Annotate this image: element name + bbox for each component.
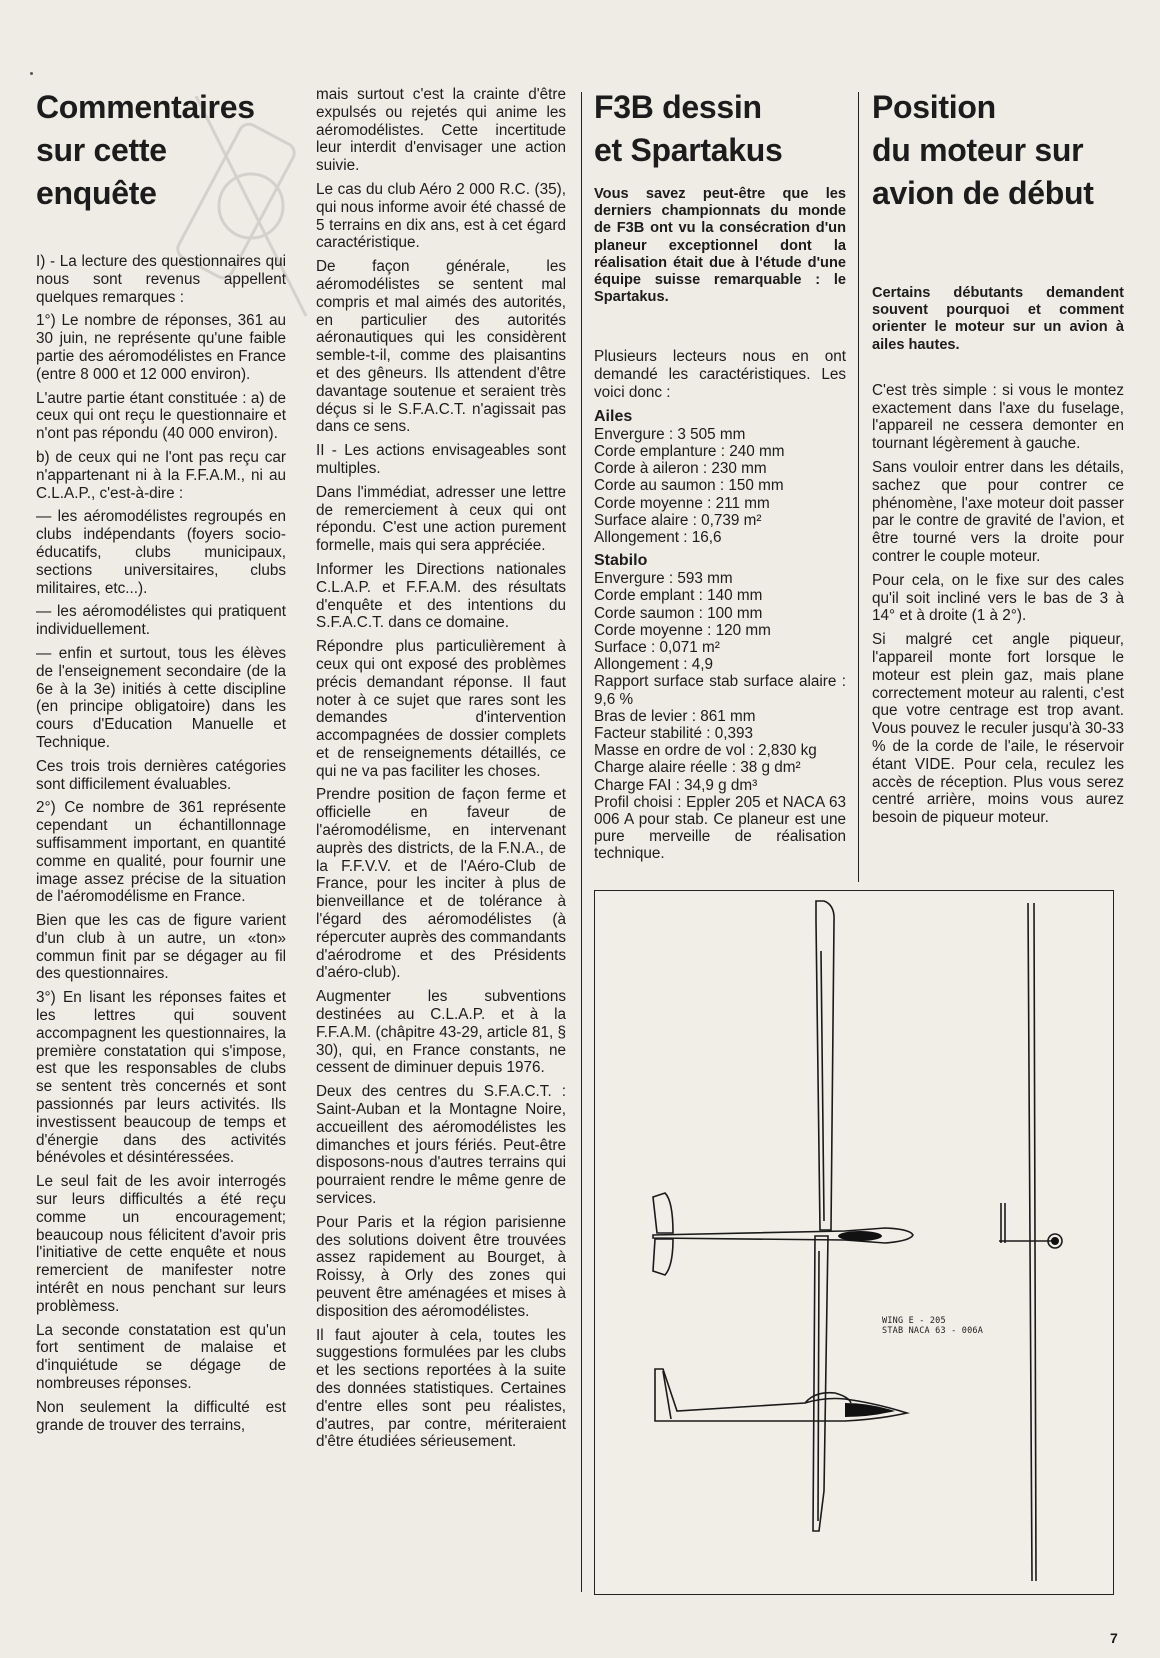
paragraph: Dans l'immédiat, adresser une lettre de remerciement à ceux qui ont répondu. C'est une action purement formelle, mais qui sera appréciée. [316,483,566,555]
wing-upper-outline [816,901,834,1230]
spec-line: Corde emplanture : 240 mm [594,443,785,461]
paragraph: — enfin et surtout, tous les élèves de l'enseignement secondaire (de la 6e à la 3e) initiés à cette discipline (en principe obligatoire) dans les cours d'Education Manuelle et Technique. [36,644,286,751]
title-line: du moteur sur [872,132,1084,168]
spec-line: Allongement : 4,9 [594,656,714,674]
title-line: sur cette [36,132,167,168]
paragraph: b) de ceux qui ne l'ont pas reçu car n'appartenant ni à la F.F.A.M., ni au C.L.A.P., c'est-à-dire : [36,448,286,502]
paragraph: Sans vouloir entrer dans les détails, sachez que pour contrer ce phénomène, l'axe moteur doit passer par le contre de gravité de l'avion, et être tourné vers la droite pour contrer le couple moteur. [872,459,1124,565]
spec-line: Allongement : 16,6 [594,529,722,547]
column-rule [858,92,859,882]
title-line: Commentaires [36,89,255,125]
paragraph: — les aéromodélistes regroupés en clubs indépendants (foyers socio-éducatifs, clubs municipaux, sections universitaires, clubs militaires, etc...). [36,508,286,597]
title-line: avion de début [872,175,1094,211]
spec-line: Corde moyenne : 120 mm [594,621,771,639]
paragraph: Le seul fait de les avoir interrogés sur leurs difficultés a été reçu comme un encouragement; beaucoup nous félicitent d'avoir pris l'initiative de cette enquête et nous remercient de manifester notre intérêt en nous penchant sur leurs problèmess. [36,1173,286,1315]
spec-line: Profil choisi : Eppler 205 et NACA 63 006 A pour stab. Ce planeur est une pure merveille de réalisation technique. [594,793,846,863]
f3b-intro: Vous savez peut-être que les derniers championnats du monde de F3B ont vu la consécration d'un planeur exceptionnel dont la réalisation était due à l'étude d'une équipe suisse remarquable : le Spartakus. [594,186,846,306]
paragraph: Informer les Directions nationales C.L.A.P. et F.F.A.M. des résultats d'enquête et des intentions du S.F.A.C.T. dans ce domaine. [316,560,566,632]
spec-line: Envergure : 3 505 mm [594,425,746,443]
spec-line: Charge alaire réelle : 38 g dm² [594,759,801,777]
glider-three-view-drawing [594,890,1114,1595]
moteur-title [872,86,1124,215]
paragraph: I) - La lecture des questionnaires qui nous sont revenus appellent quelques remarques : [36,253,286,306]
ailes-specs [594,426,846,546]
paragraph: II - Les actions envisageables sont multiples. [316,442,566,477]
spec-line: Corde moyenne : 211 mm [594,494,770,512]
paragraph: Bien que les cas de figure varient d'un club à un autre, un «ton» commun finit par se dégager au fil des questionnaires. [36,912,286,983]
stab-top-lower [653,1239,673,1275]
wing-front-view [1028,903,1032,1581]
spec-line: Corde au saumon : 150 mm [594,477,784,495]
aileron-line [821,951,824,1221]
front-nose-fill [1051,1237,1059,1245]
spec-line: Bras de levier : 861 mm [594,707,756,725]
paragraph: Pour cela, on le fixe sur des cales qu'il soit incliné vers le bas de 3 à 14° et à droite (1 à 2°). [872,571,1124,625]
paragraph: Il faut ajouter à cela, toutes les suggestions formulées par les clubs et les sections reportées à la suite des données statistiques. Certaines d'entre elles sont peu réalistes, d'autres, par contre, mériteraient d'être étudiées sérieusement. [316,1326,566,1451]
paragraph: — les aéromodélistes qui pratiquent individuellement. [36,603,286,639]
spec-line: Corde saumon : 100 mm [594,604,763,622]
spec-line: Corde à aileron : 230 mm [594,460,767,478]
paragraph: 3°) En lisant les réponses faites et les lettres qui souvent accompagnent les questionnaires, la première constatation qui s'impose, est que les responsables de clubs se sentent très concernés et sont passionnés par leurs activités. Ils investissent beaucoup de temps et d'énergie dans des activités bénévoles et désintéressées. [36,989,286,1167]
stab-airfoil-label: STAB NACA 63 - 006A [882,1326,984,1336]
article-f3b [594,86,846,863]
article-commentaires-suite [316,86,566,1457]
aileron-line [818,1251,819,1521]
spec-line: Rapport surface stab surface alaire : 9,6 % [594,673,846,708]
spec-line: Charge FAI : 34,9 g dm³ [594,776,758,794]
page-speck [30,72,33,75]
spec-line: Envergure : 593 mm [594,570,733,588]
paragraph: Pour Paris et la région parisienne des solutions doivent être trouvées assez rapidement au Bourget, à Roissy, à Orly des zones qui peuvent être aménagées et mises à disposition des aéromodélistes. [316,1213,566,1320]
paragraph: Prendre position de façon ferme et officielle en faveur de l'aéromodélisme, en intervenant auprès des districts, de la F.N.A., de la F.F.V.V. et de l'Aéro-Club de France, pour les inciter à plus de bienveillance et de tolérance à l'égard des aéromodélistes (à répercuter auprès des commandants d'aérodrome et des Présidents d'aéro-club). [316,786,566,982]
paragraph: Ces trois trois dernières catégories sont difficilement évaluables. [36,757,286,793]
moteur-intro: Certains débutants demandent souvent pourquoi et comment orienter le moteur sur un avion à ailes hautes. [872,285,1124,353]
column-rule [581,92,582,1592]
wing-front-view [1034,903,1036,1581]
nose-side-fill [845,1403,895,1417]
title-line: et Spartakus [594,132,783,168]
spec-line: Corde emplant : 140 mm [594,587,763,605]
paragraph: mais surtout c'est la crainte d'être expulsés ou rejetés qui anime les aéromodélistes. Cette incertitude leur interdit d'envisager une action suivie. [316,86,566,175]
article-moteur [872,86,1124,833]
glider-drawing-svg [595,891,1115,1596]
paragraph: Le cas du club Aéro 2 000 R.C. (35), qui nous informe avoir été chassé de 5 terrains en dix ans, est à cet égard caractéristique. [316,180,566,252]
paragraph: Non seulement la difficulté est grande de trouver des terrains, [36,1398,286,1434]
page-number: 7 [1110,1630,1118,1646]
fin-line [663,1371,671,1419]
wing-airfoil-label: WING E - 205 [882,1316,946,1326]
title-line: enquête [36,175,157,211]
airfoil-label [882,1316,983,1336]
watermark-stamp [176,86,326,336]
paragraph: Deux des centres du S.F.A.C.T. : Saint-Auban et la Montagne Noire, accueillent des aéromodélistes les dimanches et jours fériés. Peut-être disposons-nous d'autres terrains qui pourraient rendre le même genre de services. [316,1083,566,1208]
paragraph: 1°) Le nombre de réponses, 361 au 30 juin, ne représente qu'une faible partie des aéromodélistes en France (entre 8 000 et 12 000 environ). [36,312,286,383]
spec-line: Surface alaire : 0,739 m² [594,511,762,529]
paragraph: L'autre partie étant constituée : a) de ceux qui ont reçu le questionnaire et n'ont pas répondu (40 000 environ). [36,389,286,443]
nose-top-fill [838,1231,882,1241]
title-line: Position [872,89,996,125]
ailes-heading: Ailes [594,407,633,425]
stabilo-heading: Stabilo [594,552,648,570]
paragraph: C'est très simple : si vous le montez exactement dans l'axe du fuselage, l'appareil ne cessera demonter en tournant légèrement à gauche. [872,381,1124,453]
spec-line: Masse en ordre de vol : 2,830 kg [594,742,817,760]
paragraph: La seconde constatation est qu'un fort sentiment de malaise et d'inquiétude se dégage de nombreuses réponses. [36,1321,286,1393]
paragraph: 2°) Ce nombre de 361 représente cependant un échantillonnage suffisamment important, en quantité comme en qualité, pour fournir une image assez précise de la situation de l'aéromodélisme en France. [36,799,286,906]
spec-line: Facteur stabilité : 0,393 [594,725,754,743]
spec-line: Surface : 0,071 m² [594,639,720,657]
f3b-lead: Plusieurs lecteurs nous en ont demandé les caractéristiques. Les voici donc : [594,348,846,402]
stab-top-upper [653,1193,673,1233]
paragraph: De façon générale, les aéromodélistes se sentent mal compris et mal aimés des autorités, en particulier des autorités aéronautiques qui les considèrent semble-t-il, comme des plaisantins et des gêneurs. Ils attendent d'être davantage soutenue et seraient très déçus si le S.F.A.C.T. n'agissait pas dans ce sens. [316,258,566,436]
paragraph: Si malgré cet angle piqueur, l'appareil monte fort lorsque le moteur est plein gaz, mais plane correctement moteur au ralenti, c'est que votre centrage est trop avant. Vous pouvez le reculer jusqu'à 30-33 % de la corde de l'aile, le réservoir étant VIDE. Pour cela, reculez les accès de réception. Plus vous serez centré arrière, moins vous aurez besoin de piqueur moteur. [872,631,1124,827]
wing-lower-outline [813,1236,828,1531]
title-line: F3B dessin [594,89,762,125]
f3b-title [594,86,846,172]
paragraph: Augmenter les subventions destinées au C.L.A.P. et à la F.F.A.M. (châpitre 43-29, article 81, § 30), qui, en France constants, ne cessent de diminuer depuis 1976. [316,988,566,1077]
stabilo-specs [594,570,846,862]
paragraph: Répondre plus particulièrement à ceux qui ont exposé des problèmes précis demandant réponse. Il faut noter à ce sujet que rares sont les demandes d'intervention accompagnées de dossier complets et de renseignements détaillés, ce qui ne va pas faciliter les choses. [316,638,566,780]
